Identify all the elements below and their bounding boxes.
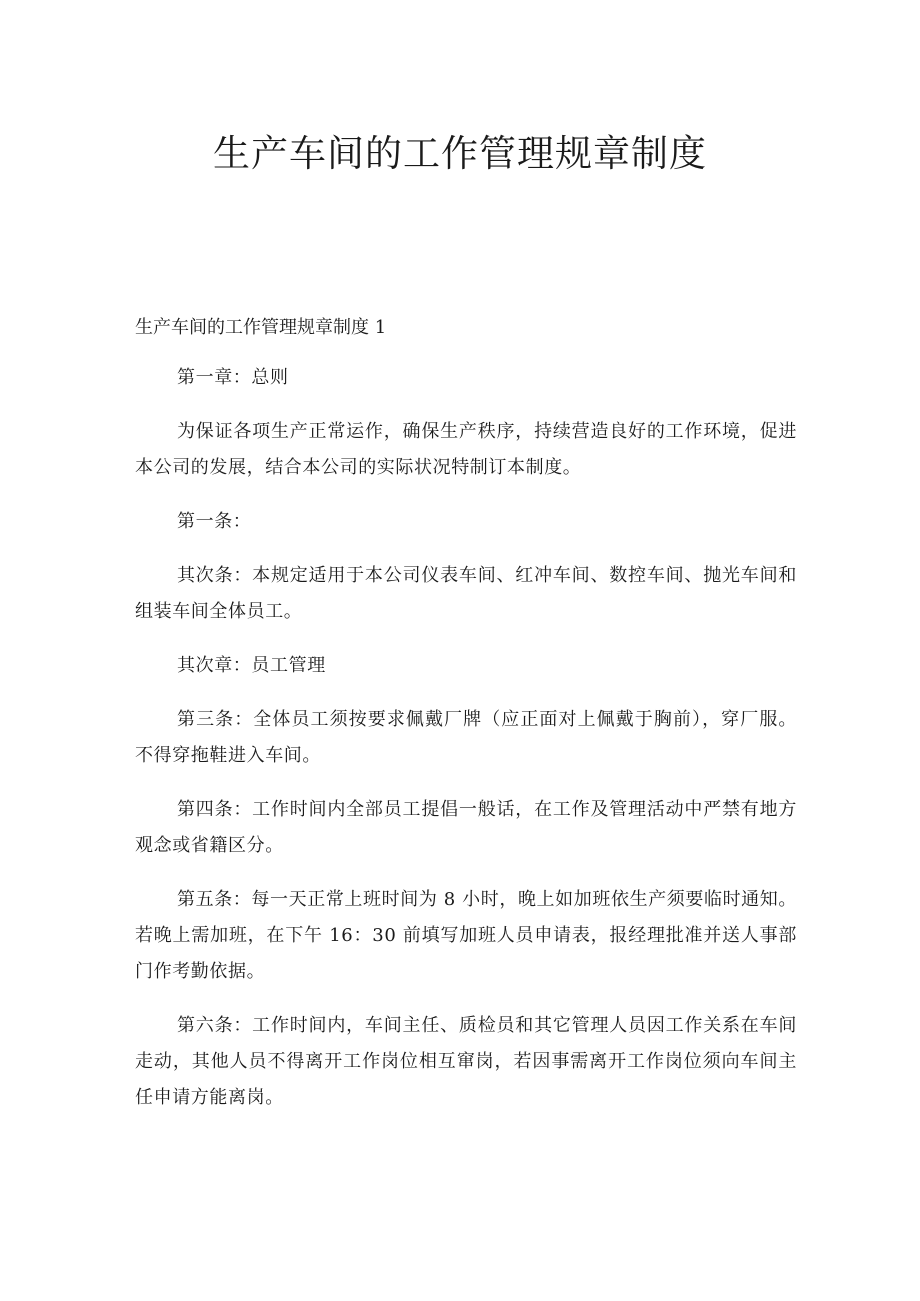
document-body [135, 360, 797, 1134]
article-2: 其次条：本规定适用于本公司仪表车间、红冲车间、数控车间、抛光车间和组装车间全体员工。 [135, 565, 797, 622]
paragraph-purpose: 为保证各项生产正常运作，确保生产秩序，持续营造良好的工作环境，促进本公司的发展，结合本公司的实际状况特制订本制度。 [135, 421, 797, 478]
article-6: 第六条：工作时间内，车间主任、质检员和其它管理人员因工作关系在车间走动，其他人员不得离开工作岗位相互窜岗，若因事需离开工作岗位须向车间主任申请方能离岗。 [135, 1015, 797, 1108]
article-3: 第三条：全体员工须按要求佩戴厂牌（应正面对上佩戴于胸前），穿厂服。不得穿拖鞋进入车间。 [135, 709, 797, 766]
document-subtitle: 生产车间的工作管理规章制度 1 [135, 317, 387, 338]
article-5: 第五条：每一天正常上班时间为 8 小时，晚上如加班依生产须要临时通知。若晚上需加班，在下午 16：30 前填写加班人员申请表，报经理批准并送人事部门作考勤依据。 [135, 889, 797, 982]
article-4: 第四条：工作时间内全部员工提倡一般话，在工作及管理活动中严禁有地方观念或省籍区分。 [135, 799, 797, 856]
chapter-2-heading: 其次章：员工管理 [177, 655, 326, 676]
chapter-1-heading: 第一章：总则 [177, 367, 289, 388]
document-title: 生产车间的工作管理规章制度 [213, 132, 707, 175]
article-1: 第一条： [177, 511, 252, 532]
